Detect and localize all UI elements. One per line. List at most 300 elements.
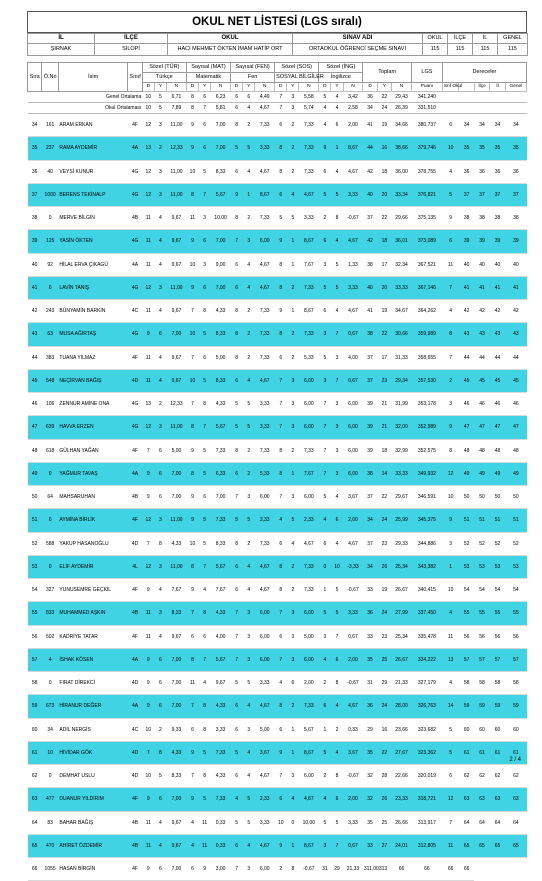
cell-il-derece: 37 — [490, 183, 505, 206]
cell-ono: 4 — [42, 648, 59, 671]
cell-top-n: 26,66 — [392, 811, 412, 834]
cell-ing-y: 6 — [331, 509, 343, 532]
cell-mat-d: 9 — [186, 230, 198, 253]
table-row — [28, 532, 527, 555]
cell-fen-y: 3 — [243, 625, 255, 648]
average-cell: 4,49 — [255, 92, 275, 103]
average-cell: 8 — [186, 92, 198, 103]
ilce-label: İLÇE — [95, 34, 168, 44]
cell-sinif: 4A — [128, 695, 142, 718]
col-ono: Ö.No — [42, 63, 59, 92]
cell-ing-y: 8 — [331, 672, 343, 695]
cell-sinif: 4B — [128, 811, 142, 834]
cell-fen-d: 6 — [231, 555, 243, 578]
cell-genel-derece: 44 — [505, 346, 526, 369]
table-row — [28, 788, 527, 811]
cell-mat-n: 3,00 — [211, 858, 231, 881]
cell-top-d: 37 — [363, 486, 377, 509]
cell-fen-y: 4 — [243, 160, 255, 183]
cell-top-n: 27,67 — [392, 741, 412, 764]
cell-ing-d: 6 — [319, 160, 331, 183]
cell-isim: YAKUP HASANOĞLU — [58, 532, 128, 555]
cell-il-derece: 64 — [490, 811, 505, 834]
cell-sos-d: 7 — [275, 369, 287, 392]
cell-sira: 61 — [28, 741, 42, 764]
cell-sira: 64 — [28, 811, 42, 834]
cell-ing-n: -0,67 — [343, 207, 363, 230]
cell-sos-n: 4,67 — [299, 788, 319, 811]
cell-sira: 36 — [28, 160, 42, 183]
table-row — [28, 207, 527, 230]
sub-d: D — [363, 83, 377, 92]
cell-fen-d: 7 — [231, 625, 243, 648]
cell-snf-derece: 13 — [442, 648, 459, 671]
cell-fen-d: 6 — [231, 579, 243, 602]
cell-ing-d: 9 — [319, 137, 331, 160]
cell-mat-y: 6 — [199, 114, 211, 137]
cell-fen-y: 5 — [243, 672, 255, 695]
cell-ing-y: 4 — [331, 300, 343, 323]
cell-sos-d: 8 — [275, 462, 287, 485]
cell-sinif: 4B — [128, 207, 142, 230]
cell-ilce-derece: 51 — [474, 509, 489, 532]
cell-ing-n: 4,67 — [343, 695, 363, 718]
cell-ing-y: 4 — [331, 532, 343, 555]
cell-top-n: 32,34 — [392, 253, 412, 276]
cell-ing-d: 2 — [319, 672, 331, 695]
cell-top-y: 27 — [377, 834, 391, 857]
cell-top-y: 20 — [377, 183, 391, 206]
cell-sos-d: 8 — [275, 137, 287, 160]
cell-okul-derece: 42 — [459, 300, 474, 323]
page-number: 2 / 4 — [509, 757, 521, 763]
cell-tr-y: 6 — [154, 672, 166, 695]
cell-tr-d: 12 — [142, 276, 154, 299]
cell-ing-d: 3 — [319, 834, 331, 857]
cell-top-d: 32 — [363, 765, 377, 788]
cell-ilce-derece: 49 — [474, 462, 489, 485]
cell-sos-n: 5,33 — [299, 346, 319, 369]
cell-fen-n: 3,33 — [255, 811, 275, 834]
cell-fen-d: 5 — [231, 811, 243, 834]
cell-sos-y: 2 — [287, 114, 299, 137]
cell-genel-derece: 47 — [505, 416, 526, 439]
cell-ilce-derece: 39 — [474, 230, 489, 253]
cell-ilce-derece: 40 — [474, 253, 489, 276]
cell-top-n: 25,34 — [392, 555, 412, 578]
cell-genel-derece: 59 — [505, 695, 526, 718]
cell-sos-d: 9 — [275, 230, 287, 253]
cell-ing-d: 5 — [319, 486, 331, 509]
sub-y: Y — [331, 83, 343, 92]
cell-sinif: 4B — [128, 486, 142, 509]
cell-ono: 106 — [42, 393, 59, 416]
cell-tr-y: 6 — [154, 858, 166, 881]
cell-lgs-puani: 343,382 — [411, 555, 442, 578]
cell-snf-derece: 4 — [442, 160, 459, 183]
cell-fen-n: 4,67 — [255, 695, 275, 718]
average-cell: 22 — [377, 92, 391, 103]
cell-snf-derece: 2 — [442, 369, 459, 392]
cell-mat-y: 6 — [199, 276, 211, 299]
cell-top-n: 66 — [392, 858, 412, 881]
cell-top-n: 38,66 — [392, 137, 412, 160]
cell-sos-n: 6,00 — [299, 486, 319, 509]
table-row — [28, 718, 527, 741]
cell-ono: 0 — [42, 276, 59, 299]
cell-top-y: 16 — [377, 718, 391, 741]
cell-mat-d: 7 — [186, 695, 198, 718]
cell-genel-derece: 42 — [505, 300, 526, 323]
cell-fen-d: 6 — [231, 462, 243, 485]
cell-snf-derece: 6 — [442, 114, 459, 137]
cell-tr-y: 8 — [154, 741, 166, 764]
cell-sos-y: 2 — [287, 579, 299, 602]
cell-fen-n: 8,67 — [255, 183, 275, 206]
cell-snf-derece: 12 — [442, 462, 459, 485]
cell-tr-n: 9,67 — [167, 230, 187, 253]
cell-sos-d: 8 — [275, 695, 287, 718]
sub-genel: Genel — [505, 83, 526, 92]
cell-top-d: 31 — [363, 672, 377, 695]
cell-mat-d: 7 — [186, 300, 198, 323]
cell-mat-n: 4,33 — [211, 765, 231, 788]
cell-tr-n: 12,33 — [167, 137, 187, 160]
cell-lgs-puani: 335,478 — [411, 625, 442, 648]
cell-sos-n: 5,00 — [299, 625, 319, 648]
cell-tr-n: 7,67 — [167, 579, 187, 602]
cell-top-n: 33,33 — [392, 276, 412, 299]
cell-sira: 34 — [28, 114, 42, 137]
cell-okul-derece: 37 — [459, 183, 474, 206]
cell-ing-d: 6 — [319, 300, 331, 323]
cell-top-n: 31,33 — [392, 346, 412, 369]
cell-top-y: 17 — [377, 346, 391, 369]
cell-ing-n: -3,33 — [343, 555, 363, 578]
cell-ing-n: 4,67 — [343, 230, 363, 253]
cell-lgs-puani: 378,755 — [411, 160, 442, 183]
cell-fen-n: 3,33 — [255, 416, 275, 439]
cell-tr-n: 7,00 — [167, 858, 187, 881]
cell-sinif: 4G — [128, 183, 142, 206]
cell-tr-d: 13 — [142, 137, 154, 160]
cell-mat-d: 11 — [186, 672, 198, 695]
average-empty-cell — [474, 103, 489, 114]
cell-genel-derece: 45 — [505, 369, 526, 392]
cell-tr-y: 6 — [154, 486, 166, 509]
cell-ilce-derece: 47 — [474, 416, 489, 439]
cell-ono: 243 — [42, 300, 59, 323]
cell-ing-y: 4 — [331, 741, 343, 764]
cell-lgs-puani: 340,415 — [411, 579, 442, 602]
cell-ing-y: 4 — [331, 160, 343, 183]
cell-snf-derece: 11 — [442, 253, 459, 276]
cell-mat-y: 8 — [199, 718, 211, 741]
cell-tr-y: 4 — [154, 300, 166, 323]
cell-sinif: 4B — [128, 834, 142, 857]
cell-sos-d: 6 — [275, 114, 287, 137]
average-label: Genel Ortalama — [28, 92, 143, 103]
cell-ing-y: 3 — [331, 439, 343, 462]
sinav-label: SINAV ADI — [293, 34, 423, 44]
cell-sinif: 4G — [128, 393, 142, 416]
cell-top-y: 25 — [377, 811, 391, 834]
cell-il-derece: 63 — [490, 788, 505, 811]
cell-mat-n: 8,33 — [211, 160, 231, 183]
cell-snf-derece: 66 — [442, 858, 459, 881]
cell-ilce-derece: 44 — [474, 346, 489, 369]
cell-fen-n: 2,33 — [255, 788, 275, 811]
cell-top-y: 19 — [377, 114, 391, 137]
cell-fen-n: 4,67 — [255, 765, 275, 788]
cell-ono: 618 — [42, 439, 59, 462]
cell-sos-y: 3 — [287, 765, 299, 788]
cell-top-d: 33 — [363, 834, 377, 857]
cell-sinif: 4D — [128, 532, 142, 555]
cell-genel-derece: 63 — [505, 788, 526, 811]
cell-mat-d: 4 — [186, 834, 198, 857]
cell-sinif: 4G — [128, 230, 142, 253]
cell-top-d: 36 — [363, 602, 377, 625]
average-cell: 6 — [199, 92, 211, 103]
cell-ing-y: 7 — [331, 625, 343, 648]
col-sos-top: Sözel (SOS) — [275, 63, 319, 73]
cell-ing-d: 4 — [319, 114, 331, 137]
cell-il-derece: 50 — [490, 486, 505, 509]
cell-sos-d: 6 — [275, 346, 287, 369]
cell-okul-derece: 52 — [459, 532, 474, 555]
cell-ilce-derece: 36 — [474, 160, 489, 183]
cell-sira: 55 — [28, 602, 42, 625]
cell-fen-y: 2 — [243, 346, 255, 369]
average-cell: 4 — [243, 103, 255, 114]
cell-fen-n: 6,00 — [255, 625, 275, 648]
sub-y: Y — [199, 83, 211, 92]
cell-tr-n: 7,00 — [167, 788, 187, 811]
cell-tr-d: 10 — [142, 765, 154, 788]
cell-genel-derece: 64 — [505, 811, 526, 834]
average-cell: 5,81 — [211, 103, 231, 114]
cell-fen-n: 3,33 — [255, 393, 275, 416]
cell-ing-n: 0,33 — [343, 718, 363, 741]
cell-snf-derece: 5 — [442, 718, 459, 741]
average-empty-cell — [490, 103, 505, 114]
cell-sos-n: 7,67 — [299, 253, 319, 276]
cell-ing-y: 5 — [331, 811, 343, 834]
cell-snf-derece: 12 — [442, 788, 459, 811]
cell-lgs-puani: 349,932 — [411, 462, 442, 485]
cell-sos-y: 2 — [287, 323, 299, 346]
cell-mat-y: 5 — [199, 323, 211, 346]
cell-top-d: 41 — [363, 114, 377, 137]
cell-okul-derece: 39 — [459, 230, 474, 253]
cell-sos-d: 5 — [275, 207, 287, 230]
cell-ilce-derece: 57 — [474, 648, 489, 671]
cell-genel-derece: 38 — [505, 207, 526, 230]
cell-il-derece: 45 — [490, 369, 505, 392]
cell-sos-n: 6,00 — [299, 369, 319, 392]
cell-lgs-puani: 353,178 — [411, 393, 442, 416]
cell-il-derece: 34 — [490, 114, 505, 137]
cell-snf-derece: 10 — [442, 486, 459, 509]
cell-sos-y: 1 — [287, 462, 299, 485]
cell-fen-d: 6 — [231, 834, 243, 857]
page-title: OKUL NET LİSTESİ (LGS sıralı) — [27, 11, 527, 33]
cell-ing-n: 3,67 — [343, 741, 363, 764]
sub-d: D — [231, 83, 243, 92]
cell-mat-y: 8 — [199, 602, 211, 625]
cell-sos-d: 9 — [275, 834, 287, 857]
cell-tr-y: 3 — [154, 602, 166, 625]
col-ing: İngilizce — [319, 73, 363, 83]
cell-ono: 548 — [42, 369, 59, 392]
cell-tr-d: 11 — [142, 207, 154, 230]
cell-ing-n: 4,67 — [343, 300, 363, 323]
cell-genel-derece: 36 — [505, 160, 526, 183]
cell-sira: 59 — [28, 695, 42, 718]
cell-top-y: 25 — [377, 648, 391, 671]
average-cell: 7 — [275, 103, 287, 114]
cell-tr-d: 11 — [142, 834, 154, 857]
cell-top-n: 25,99 — [392, 509, 412, 532]
cell-top-d: 36 — [363, 695, 377, 718]
sub-puani: Puanı — [411, 83, 442, 92]
cell-fen-d: 7 — [231, 858, 243, 881]
cell-top-d: 34 — [363, 509, 377, 532]
table-row — [28, 160, 527, 183]
cell-top-y: 22 — [377, 207, 391, 230]
cell-mat-n: 7,00 — [211, 486, 231, 509]
cell-sos-y: 3 — [287, 648, 299, 671]
cell-isim: ELİF AYDEMİR — [58, 555, 128, 578]
col-ing-top: Sözel (İNG) — [319, 63, 363, 73]
cell-ing-n: 0,67 — [343, 834, 363, 857]
cell-fen-n: 6,00 — [255, 648, 275, 671]
cell-snf-derece: 8 — [442, 439, 459, 462]
cell-genel-derece: 56 — [505, 625, 526, 648]
cell-isim: HASAN BİRGİN — [58, 858, 128, 881]
average-cell: 7 — [275, 92, 287, 103]
cell-okul-derece: 40 — [459, 253, 474, 276]
cell-mat-n: 5,67 — [211, 416, 231, 439]
cell-snf-derece: 4 — [442, 602, 459, 625]
cell-fen-n: 6,00 — [255, 858, 275, 881]
sub-y: Y — [377, 83, 391, 92]
cell-sos-d: 6 — [275, 625, 287, 648]
cell-sira: 63 — [28, 788, 42, 811]
cell-mat-n: 3,33 — [211, 718, 231, 741]
cell-lgs-puani: 66 — [411, 858, 442, 881]
cell-top-n: 33,34 — [392, 183, 412, 206]
cell-sos-n: 7,33 — [299, 323, 319, 346]
cell-top-n: 24,01 — [392, 834, 412, 857]
cell-ing-d: 2 — [319, 765, 331, 788]
cell-ing-y: 5 — [331, 602, 343, 625]
table-row — [28, 765, 527, 788]
cell-mat-y: 8 — [199, 393, 211, 416]
cell-top-d: 40 — [363, 183, 377, 206]
cell-lgs-puani: 318,721 — [411, 788, 442, 811]
cell-top-d: 29 — [363, 718, 377, 741]
cell-isim: NEÇİRVAN BAĞIŞ — [58, 369, 128, 392]
cell-mat-d: 6 — [186, 718, 198, 741]
cell-fen-y: 3 — [243, 718, 255, 741]
cell-isim: BAHAR BAĞIŞ — [58, 811, 128, 834]
cell-ono: 0 — [42, 555, 59, 578]
table-row — [28, 509, 527, 532]
cell-sos-y: 3 — [287, 625, 299, 648]
cell-sinif: 4F — [128, 858, 142, 881]
cell-tr-n: 7,00 — [167, 648, 187, 671]
cell-ing-n: 6,00 — [343, 439, 363, 462]
cell-tr-d: 9 — [142, 579, 154, 602]
cell-mat-d: 10 — [186, 369, 198, 392]
cell-genel-derece: 58 — [505, 672, 526, 695]
cell-tr-d: 11 — [142, 602, 154, 625]
cell-okul-derece: 57 — [459, 648, 474, 671]
cell-tr-n: 9,33 — [167, 718, 187, 741]
average-cell: 5,58 — [299, 92, 319, 103]
cell-snf-derece: 1 — [442, 555, 459, 578]
cell-tr-d: 7 — [142, 741, 154, 764]
cell-tr-y: 4 — [154, 625, 166, 648]
cell-ing-d: 7 — [319, 439, 331, 462]
cell-snf-derece: 11 — [442, 625, 459, 648]
cell-tr-n: 9,67 — [167, 625, 187, 648]
table-row — [28, 346, 527, 369]
cell-top-d: 39 — [363, 416, 377, 439]
cell-fen-y: 3 — [243, 858, 255, 881]
cell-sos-d: 6 — [275, 788, 287, 811]
cell-ing-n: 2,00 — [343, 114, 363, 137]
sub-y: Y — [243, 83, 255, 92]
cell-top-y: 21 — [377, 416, 391, 439]
cell-sos-n: 7,33 — [299, 695, 319, 718]
col-toplam: Toplam — [363, 63, 412, 83]
cell-tr-n: 7,00 — [167, 486, 187, 509]
cell-sinif: 4A — [128, 648, 142, 671]
cell-sos-d: 2 — [275, 858, 287, 881]
average-cell: 3 — [287, 103, 299, 114]
cell-sos-n: 7,33 — [299, 114, 319, 137]
cell-top-n: 31,99 — [392, 393, 412, 416]
cell-top-n: 32,00 — [392, 416, 412, 439]
cell-sos-y: 1 — [287, 834, 299, 857]
average-empty-cell — [505, 92, 526, 103]
cell-okul-derece: 62 — [459, 765, 474, 788]
cell-mat-d: 8 — [186, 416, 198, 439]
cell-okul-derece: 45 — [459, 369, 474, 392]
col-mat-top: Sayısal (MAT) — [186, 63, 230, 73]
sub-n: N — [167, 83, 187, 92]
cell-top-d: 37 — [363, 346, 377, 369]
cell-mat-y: 7 — [199, 416, 211, 439]
cell-tr-n: 12,33 — [167, 393, 187, 416]
table-row — [28, 672, 527, 695]
cell-fen-d: 5 — [231, 137, 243, 160]
cell-top-y: 24 — [377, 509, 391, 532]
cell-fen-d: 8 — [231, 532, 243, 555]
table-row — [28, 579, 527, 602]
cell-mat-d: 9 — [186, 579, 198, 602]
cell-ilce-derece: 35 — [474, 137, 489, 160]
cell-top-n: 29,33 — [392, 532, 412, 555]
sub-n: N — [255, 83, 275, 92]
cell-sira: 46 — [28, 393, 42, 416]
cell-lgs-puani: 367,521 — [411, 253, 442, 276]
cell-mat-n: 4,33 — [211, 695, 231, 718]
katilim-genel-label: GENEL — [498, 34, 528, 44]
